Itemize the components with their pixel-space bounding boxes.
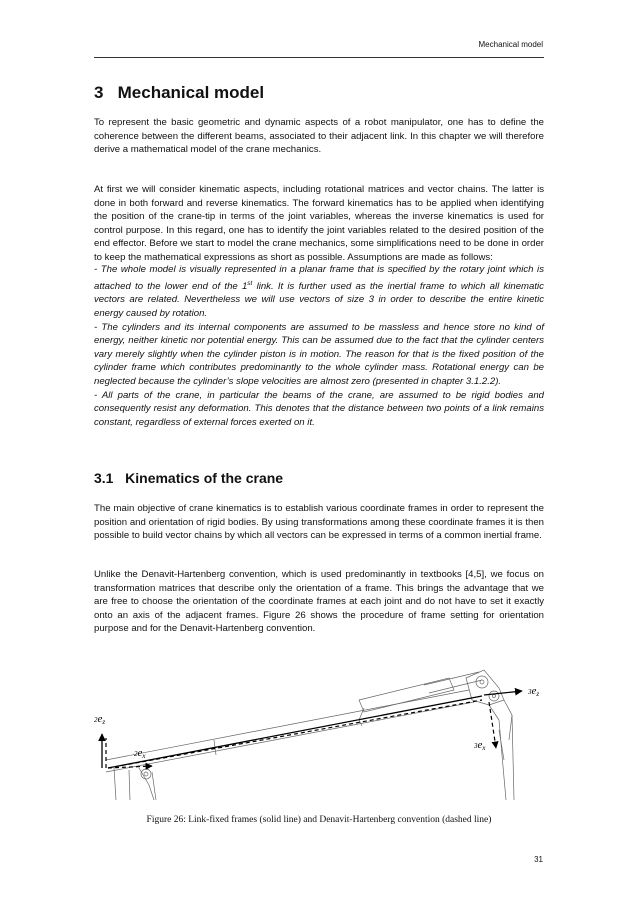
intro-paragraph-block (94, 116, 544, 157)
label-e2z: 2ez (94, 713, 106, 726)
crane-frames-figure (94, 660, 544, 810)
assumptions-block (94, 263, 544, 429)
running-header: Mechanical model (478, 40, 543, 49)
subsection-paragraph-2-block (94, 568, 544, 636)
section-number: 3 (94, 83, 104, 102)
assumption-2: - The cylinders and its internal components are assumed to be massless and hence store no kind of energy, neither kinetic nor potential energy. This can be assumed due to the fact that the cylinder centers vary merely slightly when the cylinder piston is in motion. The reason for that is the fixed position of the cylinder frame which contributes predominantly to the whole cylinder mass. Rotational energy can be neglected because the cylinder’s slope velocities are almost zero (presented in chapter 3.1.2.2). (94, 321, 544, 387)
assumption-1-sup: st (247, 279, 253, 287)
assumption-3: - All parts of the crane, in particular the beams of the crane, are assumed to be rigid bodies and consequently resist any deformation. This denotes that the distance between two points of a link remains constant, regardless of external forces exerted on it. (94, 389, 544, 428)
dashed-dh-line (108, 700, 482, 768)
subsection-paragraph-1: The main objective of crane kinematics is to establish various coordinate frames in order to represent the position and orientation of rigid bodies. By using transformations among these coordinate frames it is then possible to build vector chains by which all vectors can be expressed in terms of a common inertial frame. (94, 503, 544, 542)
kinematic-paragraph: At first we will consider kinematic aspects, including rotational matrices and vector chains. The latter is done in both forward and reverse kinematics. The forward kinematics has to be applied when identifying the position of the crane-tip in terms of the joint variables, whereas the inverse kinematics is used for control purpose. In this regard, one has to identify the joint variables related to the desired position of the end effector. Before we start to model the crane mechanics, some simplifications need to be done in order to keep the mathematical expressions as short as possible. Assumptions are made as follows: (94, 184, 544, 263)
pivot-joint-right (476, 676, 488, 688)
axis-e3x (489, 702, 496, 748)
label-e3x: 3ex (474, 739, 486, 752)
section-title (94, 83, 264, 103)
assumption-1-part2: link. It is further used as the inertial frame to which all kinematic vectors are related. Nevertheless we will use vectors of size 3 in order to describe the entire kinetic energy caused by rotation. (94, 280, 544, 319)
boom-lower-edge (106, 702, 474, 772)
boom-upper-edge (106, 690, 469, 760)
assumption-1-part1: - The whole model is visually represented in a planar frame that is specified by the rotary joint which is attached to the lower end of the 1 (94, 264, 544, 292)
label-e2x: 2ex (134, 747, 146, 760)
page-number: 31 (534, 855, 543, 864)
section-title-text: Mechanical model (117, 83, 265, 102)
kinematic-paragraph-block (94, 183, 544, 265)
hydraulic-cylinder (359, 678, 454, 712)
figure-caption: Figure 26: Link-fixed frames (solid line) and Denavit-Hartenberg convention (dashed line) (146, 815, 492, 825)
subsection-paragraph-2: Unlike the Denavit-Hartenberg convention, which is used predominantly in textbooks [4,5], we focus on transformation matrices that describe only the orientation of a frame. This brings the advantage that we are free to choose the orientation of the coordinate frames at each joint and do not have to set it exactly onto an axis of the adjacent frames. Figure 26 shows the procedure of frame setting for orientation purpose and for the Denavit-Hartenberg convention. (94, 569, 544, 635)
subsection-paragraph-1-block (94, 502, 544, 543)
left-support (114, 768, 156, 800)
subsection-number: 3.1 (94, 470, 114, 486)
subsection-title (94, 470, 283, 486)
header-rule (94, 57, 544, 58)
assumption-1 (94, 263, 544, 321)
intro-paragraph: To represent the basic geometric and dynamic aspects of a robot manipulator, one has to define the coherence between the different beams, associated to their adjacent link. In this chapter we will therefore derive a mathematical model of the crane mechanics. (94, 117, 544, 156)
subsection-title-text: Kinematics of the crane (125, 470, 284, 486)
label-e3z: 3ez (528, 685, 540, 698)
